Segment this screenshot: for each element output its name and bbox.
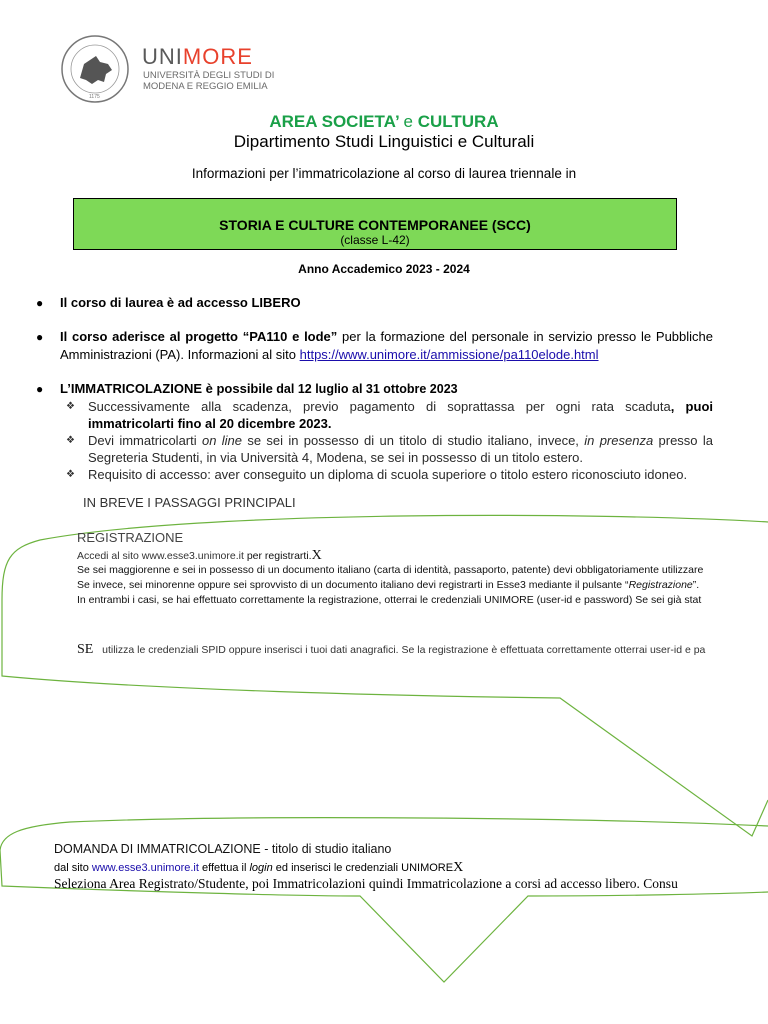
academic-year: Anno Accademico 2023 - 2024 bbox=[298, 262, 470, 276]
area-heading: AREA SOCIETA’ e CULTURA bbox=[269, 112, 499, 131]
department-heading: Dipartimento Studi Linguistici e Culturali bbox=[233, 132, 535, 151]
pa110-link[interactable]: https://www.unimore.it/ammissione/pa110elode.html bbox=[299, 347, 599, 362]
bullet-icon: ● bbox=[36, 296, 44, 310]
logo-subtitle-line: UNIVERSITÀ DEGLI STUDI DI bbox=[143, 70, 275, 81]
enrollment-title: DOMANDA DI IMMATRICOLAZIONE - titolo di studio italiano bbox=[54, 842, 392, 856]
registration-line: Accedi al sito www.esse3.unimore.it per registrarti.X bbox=[77, 548, 322, 563]
logo-subtitle-line: MODENA E REGGIO EMILIA bbox=[143, 81, 268, 92]
diamond-bullet-icon: ❖ bbox=[66, 435, 75, 446]
diamond-bullet-icon: ❖ bbox=[66, 469, 75, 480]
enrollment-instructions: Seleziona Area Registrato/Studente, poi Immatricolazioni quindi Immatricolazione a corsi ad accesso libero. Consu bbox=[54, 876, 678, 891]
info-text: Informazioni per l’immatricolazione al corso di laurea triennale in bbox=[191, 166, 577, 181]
bullet-icon: ● bbox=[36, 330, 44, 344]
sub-bullet-mode: Devi immatricolarti on line se sei in possesso di un titolo di studio italiano, invece, in presenza presso la Segreteria Studenti, in via Università 4, Modena, se sei in possesso di un titolo estero. bbox=[88, 433, 713, 465]
registration-line: In entrambi i casi, se hai effettuato correttamente la registrazione, otterrai le credenziali UNIMORE (user-id e password) Se sei già stat bbox=[77, 594, 702, 606]
svg-text:1175: 1175 bbox=[89, 94, 100, 100]
bullet-access: Il corso di laurea è ad accesso LIBERO bbox=[60, 295, 301, 310]
esse3-link[interactable]: www.esse3.unimore.it bbox=[91, 862, 199, 874]
registration-se-line: SE utilizza le credenziali SPID oppure inserisci i tuoi dati anagrafici. Se la registrazione è effettuata correttamente otterrai user-id e pa bbox=[77, 642, 706, 657]
bullet-pa110: Il corso aderisce al progetto “PA110 e lode” per la formazione del personale in servizio presso le Pubbliche Amministrazioni (PA). Informazioni al sito https://www.unimore.it/ammissione/pa110elode.html bbox=[60, 329, 713, 362]
course-title: STORIA E CULTURE CONTEMPORANEE (SCC) bbox=[219, 217, 531, 233]
sub-bullet-deadline: Successivamente alla scadenza, previo pagamento di soprattassa per ogni rata scaduta, puoi immatricolarti fino al 20 dicembre 2023. bbox=[88, 399, 713, 431]
steps-heading: IN BREVE I PASSAGGI PRINCIPALI bbox=[83, 495, 296, 510]
logo-wordmark: UNIMORE bbox=[142, 44, 253, 69]
bullet-icon: ● bbox=[36, 382, 44, 396]
bullet-enrollment: L’IMMATRICOLAZIONE è possibile dal 12 luglio al 31 ottobre 2023 bbox=[60, 381, 458, 396]
registration-title: REGISTRAZIONE bbox=[77, 530, 184, 545]
registration-line: Se invece, sei minorenne oppure sei sprovvisto di un documento italiano devi registrarti in Esse3 mediante il pulsante “Registrazione”. bbox=[77, 579, 700, 591]
course-class: (classe L-42) bbox=[340, 233, 410, 247]
sub-bullet-requirement: Requisito di accesso: aver conseguito un diploma di scuola superiore o titolo estero riconosciuto idoneo. bbox=[88, 467, 688, 482]
diamond-bullet-icon: ❖ bbox=[66, 401, 75, 412]
registration-line: Se sei maggiorenne e sei in possesso di un documento italiano (carta di identità, passaporto, patente) devi obbligatoriamente utilizzare bbox=[77, 564, 704, 576]
enrollment-line: dal sito www.esse3.unimore.it effettua il login ed inserisci le credenziali UNIMOREX bbox=[54, 860, 464, 875]
